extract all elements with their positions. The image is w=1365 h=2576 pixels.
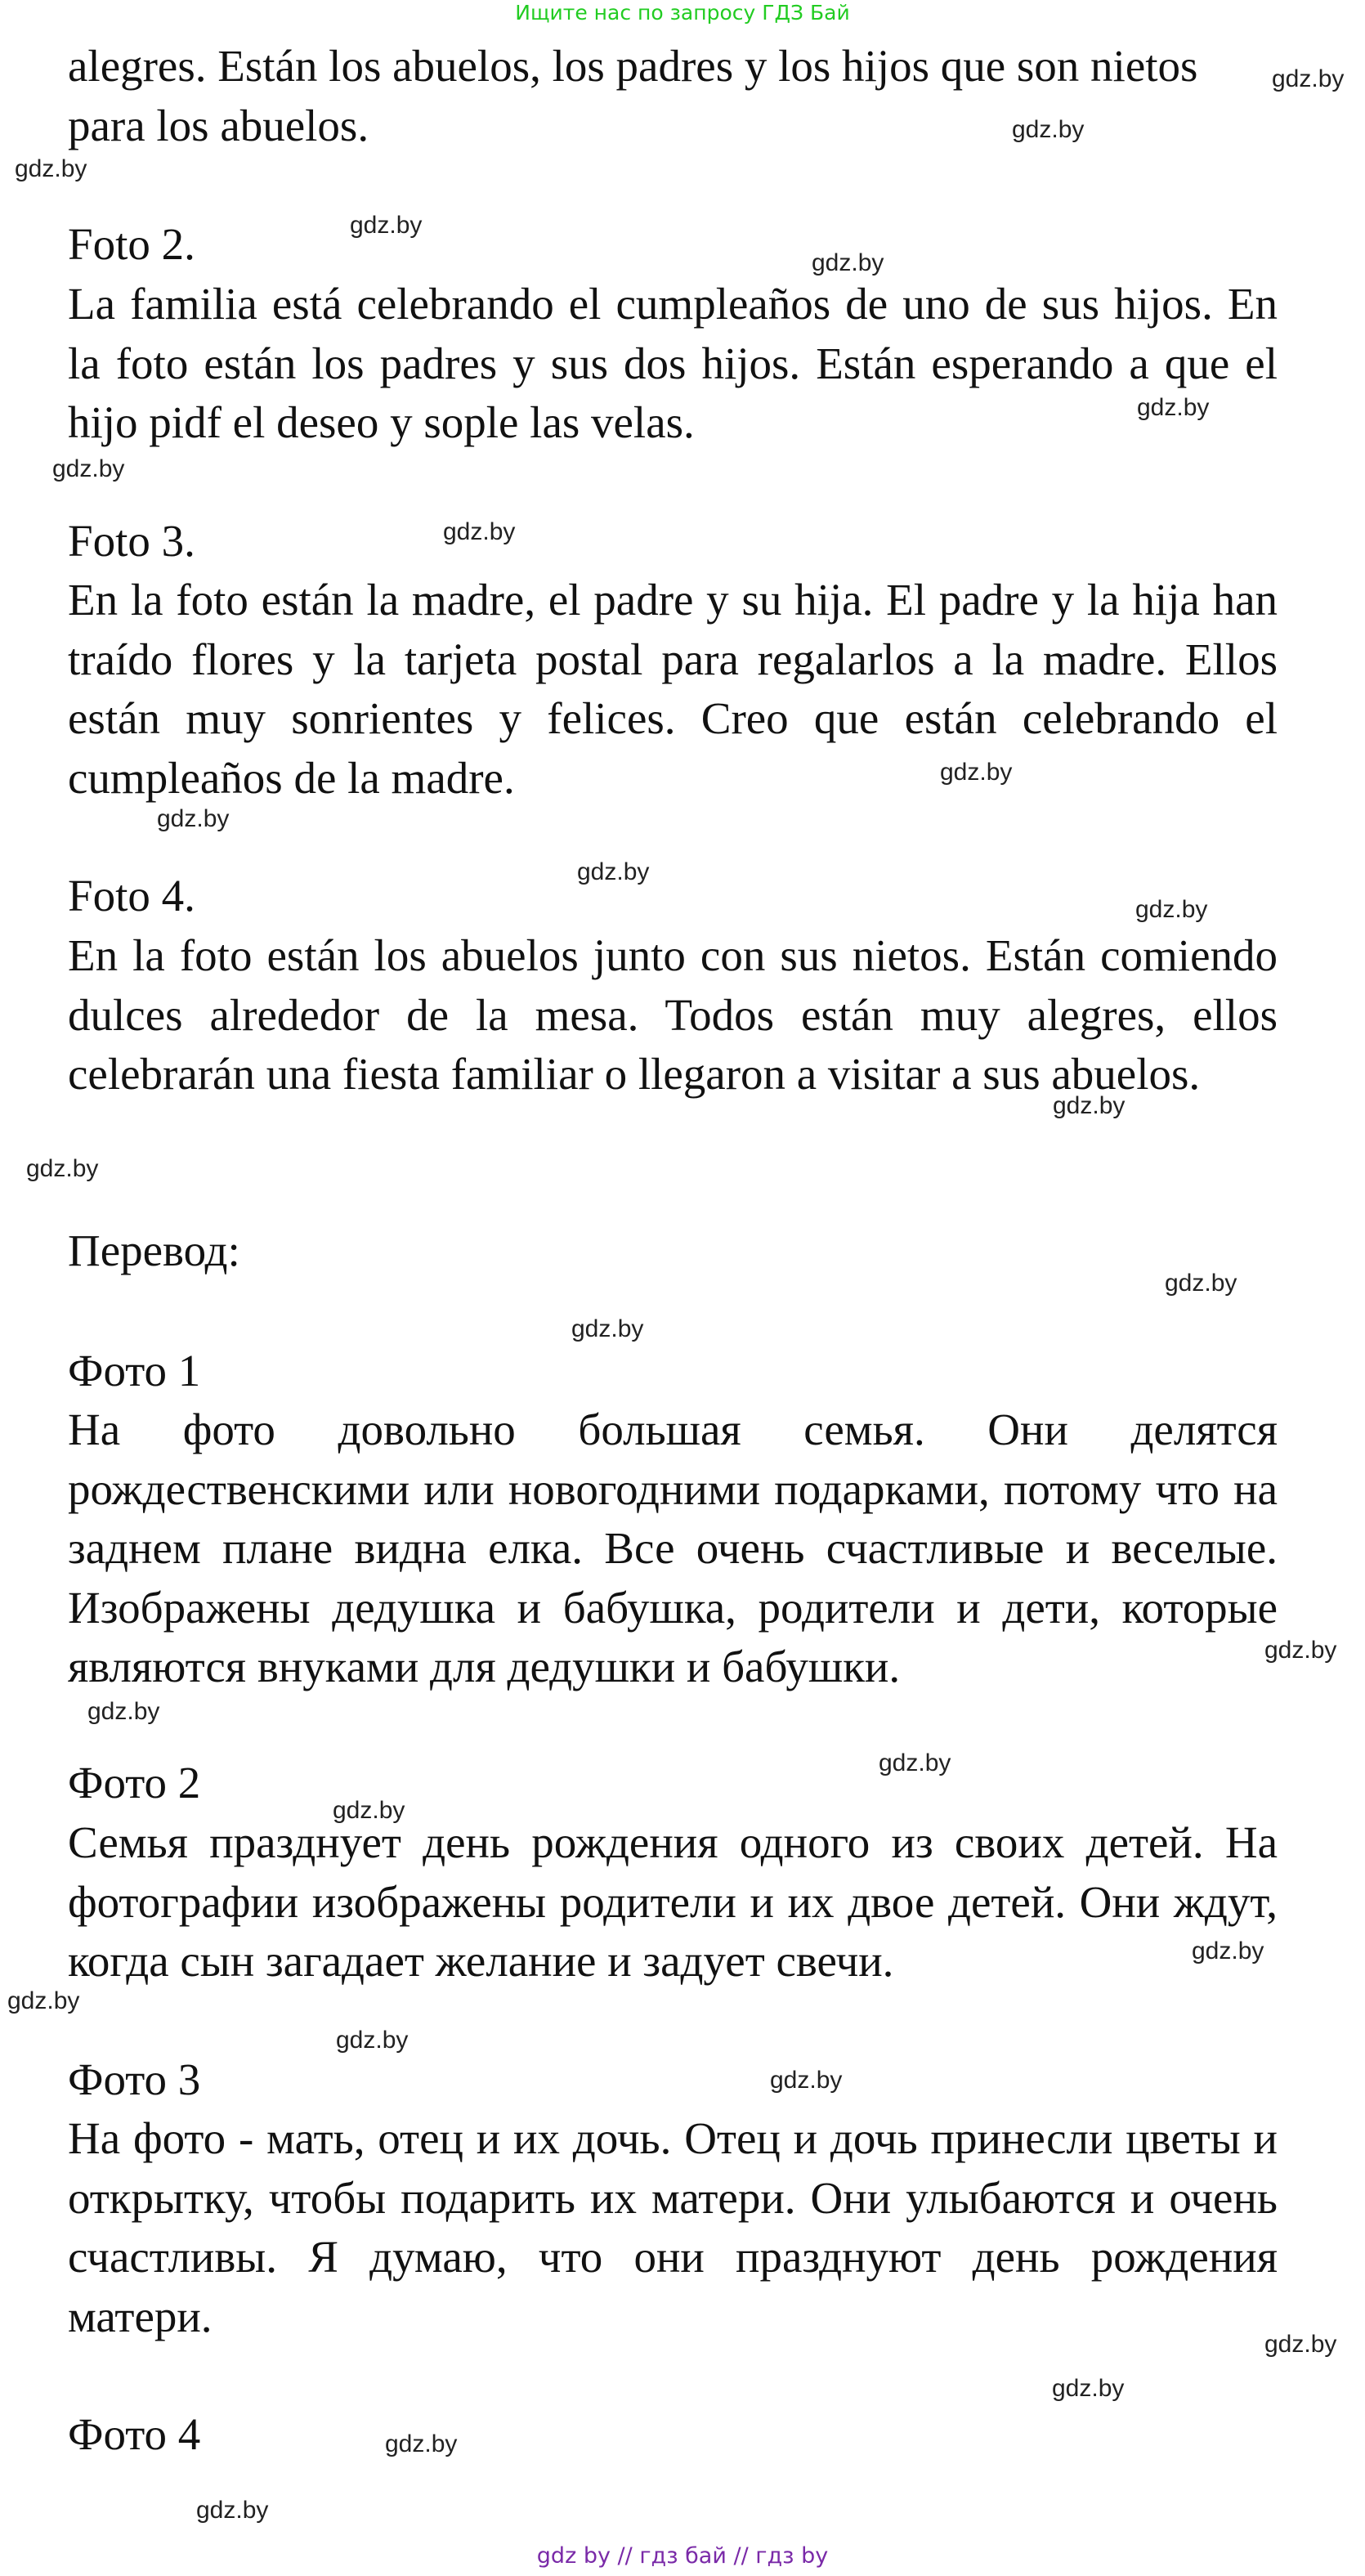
watermark: gdz.by — [52, 455, 125, 482]
footer-separator: // — [617, 2543, 633, 2569]
foto-3-paragraph: En la foto están la madre, el padre y su hija. El padre y la hija han traído flores y la tarjeta postal para regalarlos a la madre. Ellos están muy sonrientes y felices. Creo que están celebrando el cumpleaños de la madre. — [68, 575, 1278, 803]
watermark: gdz.by — [1264, 2331, 1337, 2358]
watermark: gdz.by — [87, 1698, 160, 1725]
foto-3-heading: Foto 3. — [68, 516, 195, 566]
watermark: gdz.by — [385, 2430, 458, 2457]
foto-3-ru-paragraph: На фото - мать, отец и их дочь. Отец и дочь принесли цветы и открытку, чтобы подарить их матери. Они улыбаются и очень счастливы. Я думаю, что они празднуют день рождения матери. — [68, 2113, 1278, 2341]
foto-3-ru-heading: Фото 3 — [68, 2054, 201, 2104]
foto-4-heading: Foto 4. — [68, 871, 195, 921]
watermark: gdz.by — [812, 249, 884, 276]
search-banner-link[interactable]: Ищите нас по запросу ГДЗ Бай — [515, 1, 850, 25]
watermark: gdz.by — [196, 2497, 269, 2524]
watermark: gdz.by — [1053, 1092, 1126, 1119]
watermark: gdz.by — [577, 858, 650, 885]
footer-link-gdz-by-ru[interactable]: гдз by — [755, 2543, 829, 2569]
watermark: gdz.by — [1052, 2375, 1125, 2402]
watermark: gdz.by — [7, 1987, 80, 2014]
watermark: gdz.by — [879, 1749, 951, 1776]
watermark: gdz.by — [333, 1797, 405, 1824]
watermark: gdz.by — [350, 212, 423, 239]
watermark: gdz.by — [571, 1315, 644, 1342]
continuation-paragraph: alegres. Están los abuelos, los padres y los hijos que son nietos para los abuelos. — [68, 41, 1198, 150]
watermark: gdz.by — [336, 2027, 409, 2054]
watermark: gdz.by — [1012, 116, 1085, 143]
foto-2-paragraph: La familia está celebrando el cumpleaños de uno de sus hijos. En la foto están los padres y sus dos hijos. Están esperando a que el hijo pidf el deseo y sople las velas. — [68, 279, 1278, 447]
foto-1-ru-heading: Фото 1 — [68, 1346, 201, 1396]
footer-links — [0, 2542, 1365, 2570]
footer-link-gdz-by[interactable]: gdz by — [536, 2543, 611, 2569]
footer-link-gdz-bai[interactable]: гдз бай — [639, 2543, 727, 2569]
foto-1-ru-paragraph: На фото довольно большая семья. Они делятся рождественскими или новогодними подарками, потому что на заднем плане видна елка. Все очень счастливые и веселые. Изображены дедушка и бабушка, родители и дети, которые являются внуками для дедушки и бабушки. — [68, 1404, 1278, 1691]
watermark: gdz.by — [770, 2067, 843, 2094]
watermark: gdz.by — [26, 1155, 99, 1182]
watermark: gdz.by — [1272, 65, 1345, 92]
foto-4-ru-heading: Фото 4 — [68, 2409, 201, 2459]
foto-4-paragraph: En la foto están los abuelos junto con sus nietos. Están comiendo dulces alrededor de la mesa. Todos están muy alegres, ellos celebrarán una fiesta familiar o llegaron a visitar a sus abuelos. — [68, 930, 1278, 1099]
watermark: gdz.by — [443, 518, 516, 545]
watermark: gdz.by — [1165, 1270, 1237, 1297]
watermark: gdz.by — [15, 155, 87, 182]
footer-separator: // — [733, 2543, 749, 2569]
watermark: gdz.by — [1137, 394, 1210, 421]
watermark: gdz.by — [1264, 1637, 1337, 1664]
foto-2-ru-heading: Фото 2 — [68, 1758, 201, 1808]
watermark: gdz.by — [1135, 896, 1208, 923]
foto-2-heading: Foto 2. — [68, 219, 195, 269]
translation-heading: Перевод: — [68, 1225, 240, 1275]
foto-2-ru-paragraph: Семья празднует день рождения одного из своих детей. На фотографии изображены родители и их двое детей. Они ждут, когда сын загадает желание и задует свечи. — [68, 1817, 1278, 1986]
watermark: gdz.by — [157, 805, 230, 832]
watermark: gdz.by — [940, 759, 1013, 786]
watermark: gdz.by — [1192, 1938, 1264, 1964]
